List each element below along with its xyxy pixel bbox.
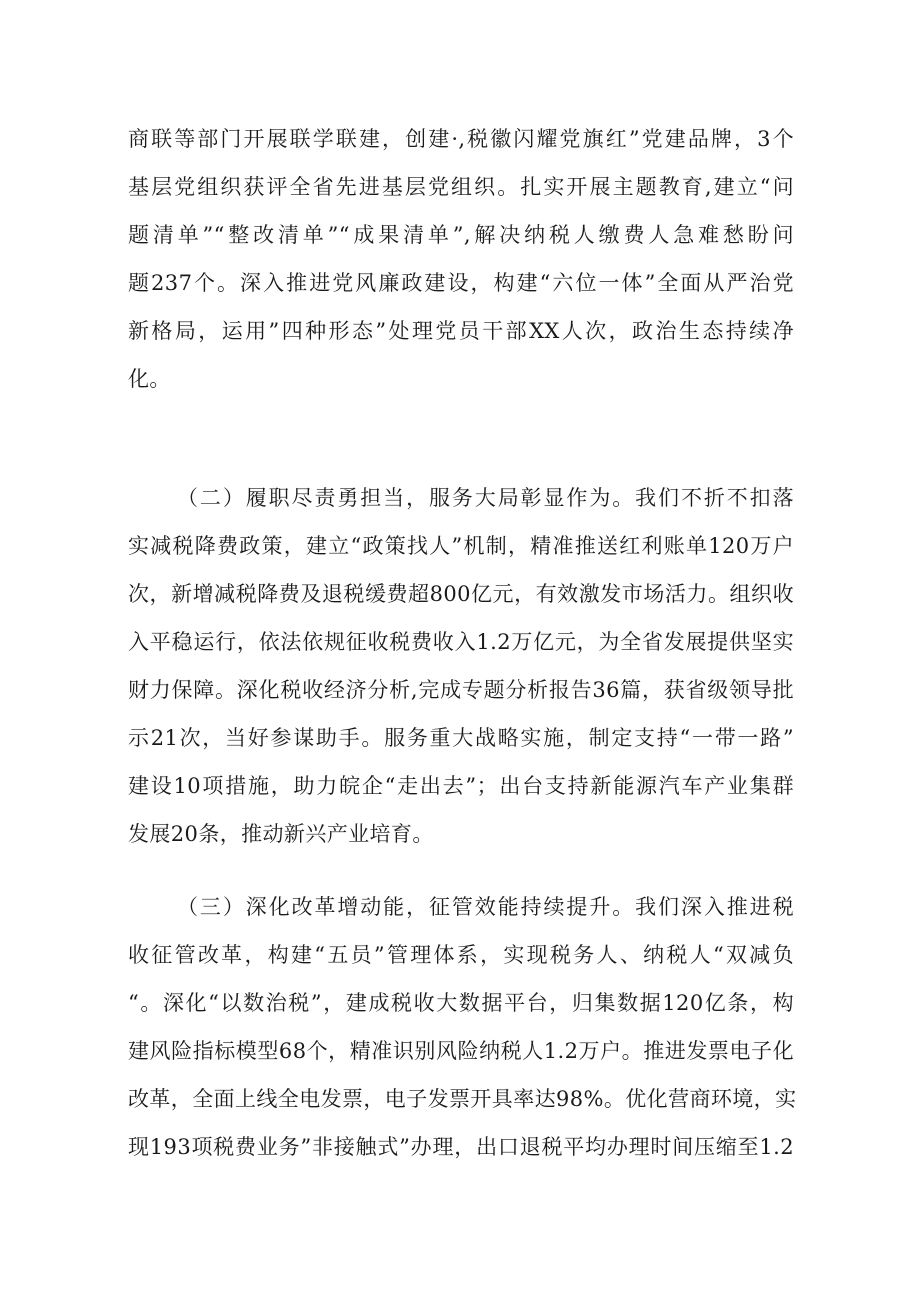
text-line: （二）履职尽责勇担当，服务大局彰显作为。我们不折不扣落 bbox=[177, 486, 794, 510]
text-line: 改革，全面上线全电发票，电子发票开具率达98%。优化营商环境，实 bbox=[128, 1087, 797, 1111]
text-line: 入平稳运行，依法依规征收税费收入1.2万亿元，为全省发展提供坚实 bbox=[128, 630, 794, 654]
text-line: 现193项税费业务”非接触式”办理，出口退税平均办理时间压缩至1.2 bbox=[128, 1135, 794, 1159]
text-line: 示21次，当好参谋助手。服务重大战略实施，制定支持“一带一路” bbox=[128, 726, 794, 750]
text-line: 发展20条，推动新兴产业培育。 bbox=[128, 822, 434, 846]
text-line: 基层党组织获评全省先进基层党组织。扎实开展主题教育,建立“问 bbox=[128, 175, 794, 199]
text-line: 建风险指标模型68个，精准识别风险纳税人1.2万户。推进发票电子化 bbox=[128, 1039, 794, 1063]
text-line: 题清单”“整改清单”“成果清单”,解决纳税人缴费人急难愁盼问 bbox=[128, 223, 794, 247]
paragraph-party-building bbox=[128, 115, 794, 403]
text-line: 商联等部门开展联学联建，创建·,税徽闪耀党旗红”党建品牌，3个 bbox=[128, 127, 794, 151]
text-line: 次，新增减税降费及退税缓费超800亿元，有效激发市场活力。组织收 bbox=[128, 582, 794, 606]
text-line: 财力保障。深化税收经济分析,完成专题分析报告36篇，获省级领导批 bbox=[128, 678, 794, 702]
text-line: （三）深化改革增动能，征管效能持续提升。我们深入推进税 bbox=[177, 895, 794, 919]
text-line: 新格局，运用”四种形态”处理党员干部XX人次，政治生态持续净 bbox=[128, 319, 794, 343]
text-line: 建设10项措施，助力皖企“走出去”；出台支持新能源汽车产业集群 bbox=[128, 774, 794, 798]
text-line: 收征管改革，构建“五员”管理体系，实现税务人、纳税人“双减负 bbox=[128, 943, 794, 967]
paragraph-section-two bbox=[128, 474, 794, 858]
text-line: “。深化“以数治税”，建成税收大数据平台，归集数据120亿条，构 bbox=[128, 991, 794, 1015]
text-line: 实减税降费政策，建立“政策找人”机制，精准推送红利账单120万户 bbox=[128, 534, 794, 558]
text-line: 化。 bbox=[128, 367, 171, 391]
paragraph-section-three bbox=[128, 883, 797, 1171]
text-line: 题237个。深入推进党风廉政建设，构建“六位一体”全面从严治党 bbox=[128, 271, 794, 295]
